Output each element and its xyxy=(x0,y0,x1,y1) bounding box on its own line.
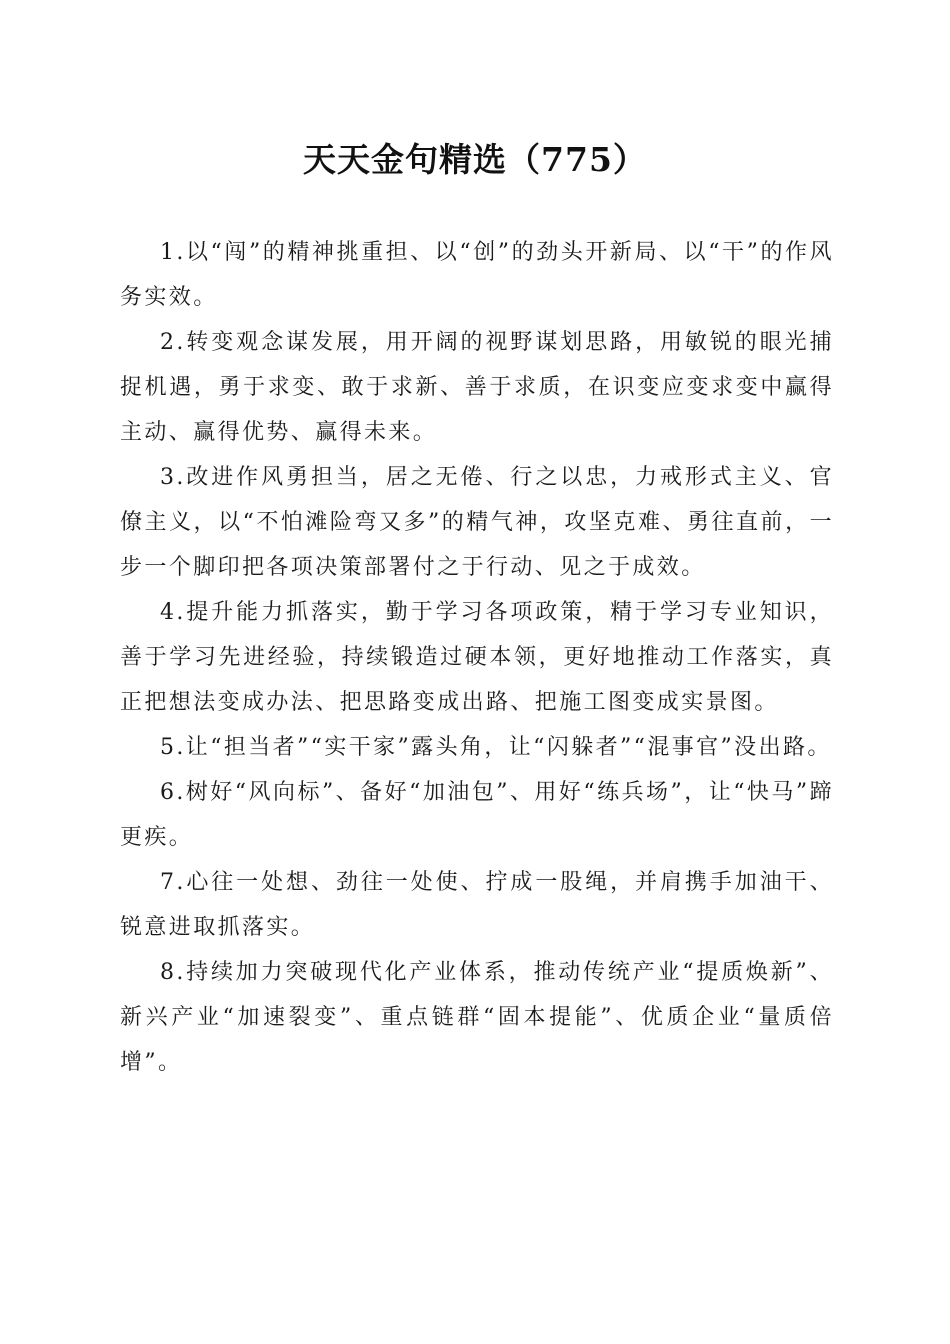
quote-item-3: 3.改进作风勇担当，居之无倦、行之以忠，力戒形式主义、官僚主义，以“不怕滩险弯又多”的精气神，攻坚克难、勇往直前，一步一个脚印把各项决策部署付之于行动、见之于成效。 xyxy=(120,465,834,580)
quote-item-7: 7.心往一处想、劲往一处使、拧成一股绳，并肩携手加油干、锐意进取抓落实。 xyxy=(120,870,834,940)
document-title: 天天金句精选（775） xyxy=(303,140,647,179)
quote-item-6: 6.树好“风向标”、备好“加油包”、用好“练兵场”，让“快马”蹄更疾。 xyxy=(120,780,834,850)
quote-item-1: 1.以“闯”的精神挑重担、以“创”的劲头开新局、以“干”的作风务实效。 xyxy=(120,240,834,310)
quote-item-5: 5.让“担当者”“实干家”露头角，让“闪躲者”“混事官”没出路。 xyxy=(160,735,832,760)
document-body xyxy=(120,230,834,1085)
quote-item-4: 4.提升能力抓落实，勤于学习各项政策，精于学习专业知识，善于学习先进经验，持续锻造过硬本领，更好地推动工作落实，真正把想法变成办法、把思路变成出路、把施工图变成实景图。 xyxy=(120,600,834,715)
quote-item-2: 2.转变观念谋发展，用开阔的视野谋划思路，用敏锐的眼光捕捉机遇，勇于求变、敢于求新、善于求质，在识变应变求变中赢得主动、赢得优势、赢得未来。 xyxy=(120,330,834,445)
quote-item-8: 8.持续加力突破现代化产业体系，推动传统产业“提质焕新”、新兴产业“加速裂变”、重点链群“固本提能”、优质企业“量质倍增”。 xyxy=(120,960,834,1075)
